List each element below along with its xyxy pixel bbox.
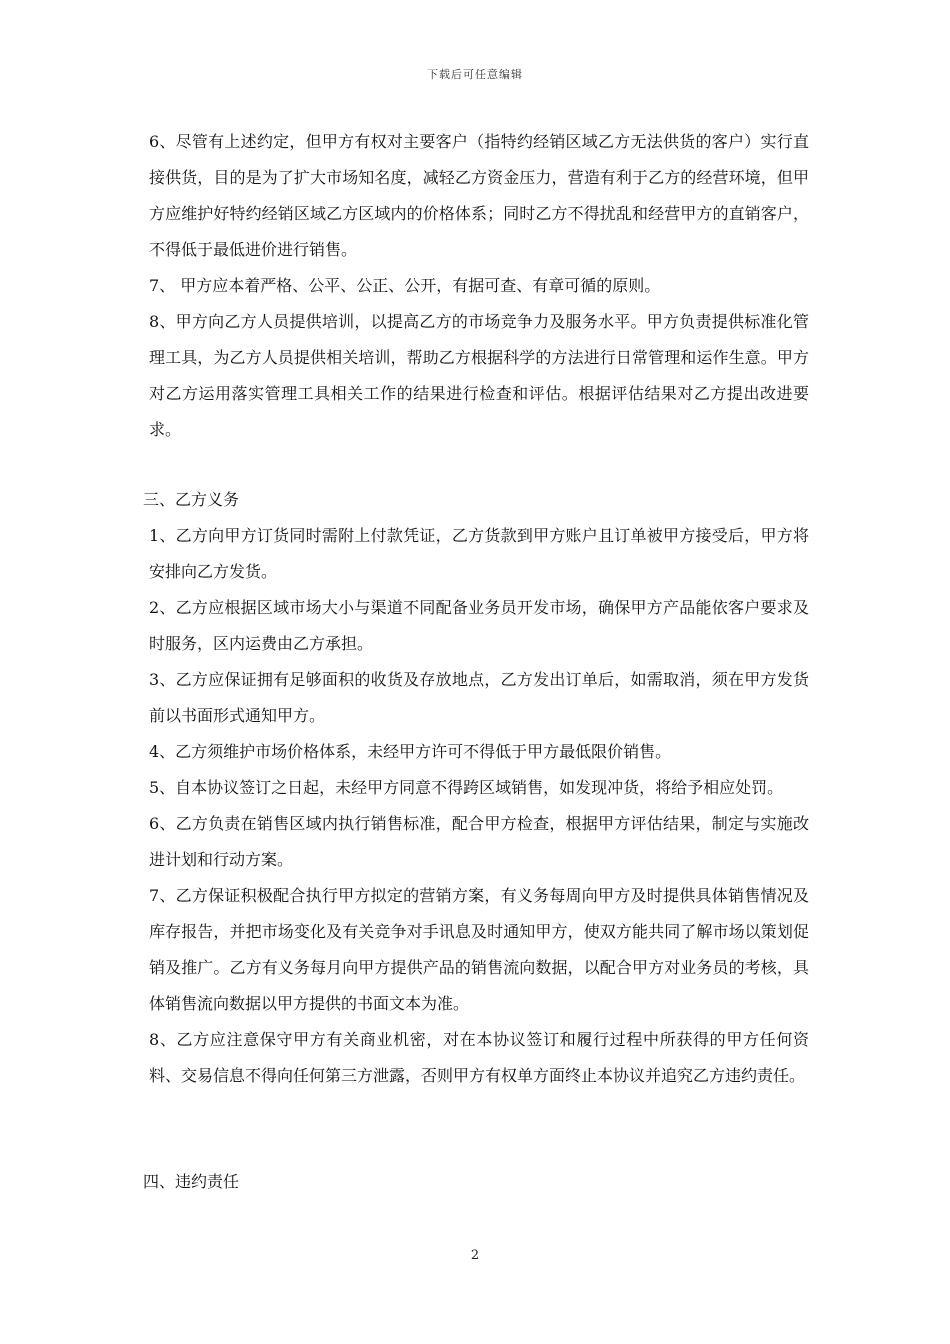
clause-3-7: 7、乙方保证积极配合执行甲方拟定的营销方案，有义务每周向甲方及时提供具体销售情况及库存报告，并把市场变化及有关竞争对手讯息及时通知甲方，使双方能共同了解市场以策划促销及推广。乙方有义务每月向甲方提供产品的销售流向数据，以配合甲方对业务员的考核，具体销售流向数据以甲方提供的书面文本为准。 xyxy=(149,886,809,1013)
clause-2-8: 8、甲方向乙方人员提供培训，以提高乙方的市场竞争力及服务水平。甲方负责提供标准化管理工具，为乙方人员提供相关培训，帮助乙方根据科学的方法进行日常管理和运作生意。甲方对乙方运用落实管理工具相关工作的结果进行检查和评估。根据评估结果对乙方提出改进要求。 xyxy=(149,312,809,439)
section-spacer xyxy=(143,1094,809,1164)
section-4-heading: 四、违约责任 xyxy=(143,1172,240,1191)
clause-3-2: 2、乙方应根据区域市场大小与渠道不同配备业务员开发市场，确保甲方产品能依客户要求及时服务，区内运费由乙方承担。 xyxy=(149,598,809,653)
page-number: 2 xyxy=(470,1248,480,1263)
section-3-heading: 三、乙方义务 xyxy=(143,490,240,509)
page-header: 下载后可任意编辑 xyxy=(427,68,523,81)
clause-3-6: 6、乙方负责在销售区域内执行销售标准，配合甲方检查，根据甲方评估结果，制定与实施改进计划和行动方案。 xyxy=(149,814,809,869)
clause-3-1: 1、乙方向甲方订货同时需附上付款凭证，乙方货款到甲方账户且订单被甲方接受后，甲方将安排向乙方发货。 xyxy=(149,526,809,581)
clause-3-4: 4、乙方须维护市场价格体系，未经甲方许可不得低于甲方最低限价销售。 xyxy=(149,742,672,761)
clause-3-5: 5、自本协议签订之日起，未经甲方同意不得跨区域销售，如发现冲货，将给予相应处罚。 xyxy=(149,778,784,797)
document-body xyxy=(143,124,809,1200)
clause-3-8: 8、乙方应注意保守甲方有关商业机密，对在本协议签订和履行过程中所获得的甲方任何资料、交易信息不得向任何第三方泄露，否则甲方有权单方面终止本协议并追究乙方违约责任。 xyxy=(149,1030,809,1085)
section-spacer xyxy=(143,448,809,482)
clause-3-3: 3、乙方应保证拥有足够面积的收货及存放地点，乙方发出订单后，如需取消，须在甲方发货前以书面形式通知甲方。 xyxy=(149,670,809,725)
clause-2-6: 6、尽管有上述约定，但甲方有权对主要客户（指特约经销区域乙方无法供货的客户）实行直接供货，目的是为了扩大市场知名度，减轻乙方资金压力，营造有利于乙方的经营环境，但甲方应维护好特约经销区域乙方区域内的价格体系；同时乙方不得扰乱和经营甲方的直销客户，不得低于最低进价进行销售。 xyxy=(149,132,809,259)
clause-2-7: 7、 甲方应本着严格、公平、公正、公开，有据可查、有章可循的原则。 xyxy=(149,276,661,295)
